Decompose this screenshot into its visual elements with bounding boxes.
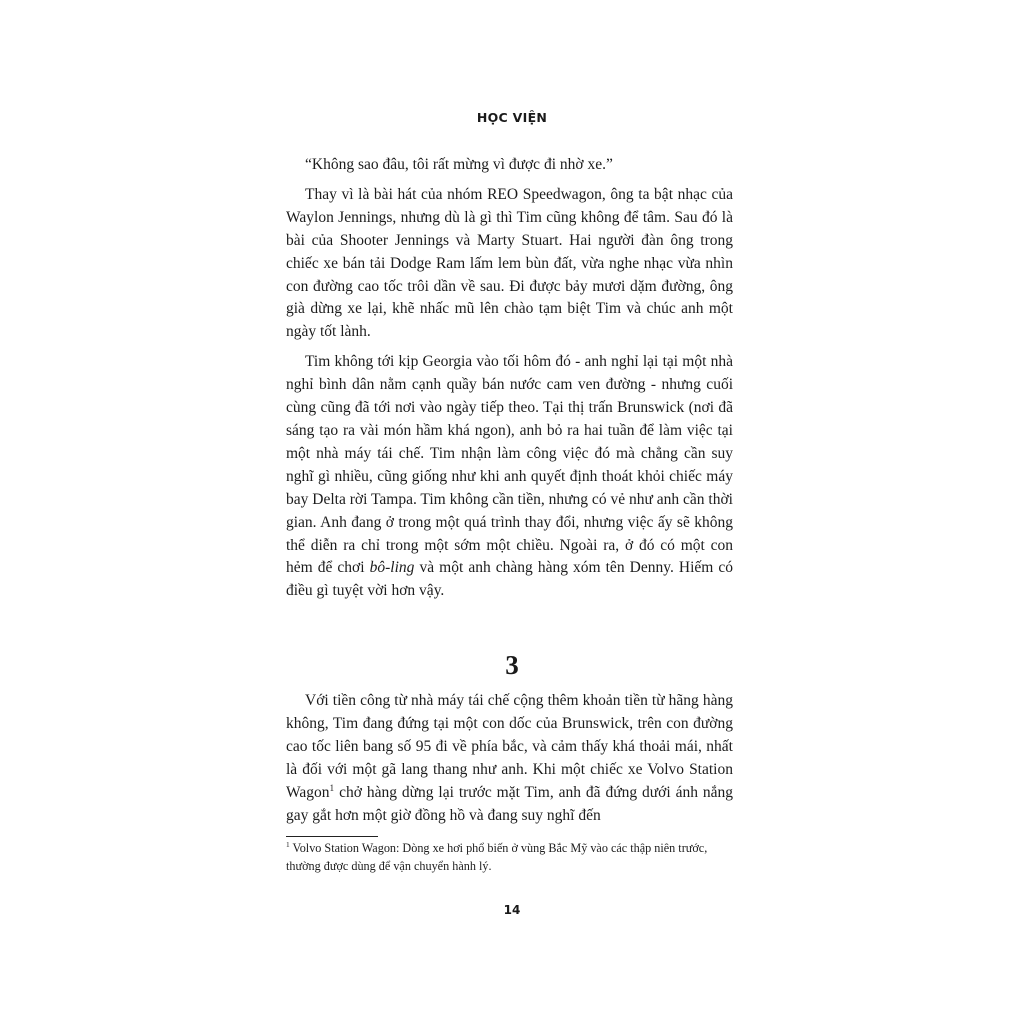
italic-term: bô-ling bbox=[369, 559, 415, 577]
paragraph bbox=[286, 690, 733, 827]
footnote bbox=[286, 840, 736, 875]
page-number: 14 bbox=[503, 903, 521, 917]
footnote-reference: 1 bbox=[329, 783, 335, 794]
footnote-divider bbox=[286, 836, 378, 837]
paragraph bbox=[286, 351, 733, 603]
paragraph-text: Tim không tới kịp Georgia vào tối hôm đó - anh nghỉ lại tại một nhà nghỉ bình dân nằm cạnh quầy bán nước cam ven đường - nhưng cuối cùng cũng đã tới nơi vào ngày tiếp theo. Tại thị trấn Brunswick (nơi đã sáng tạo ra vài món hầm khá ngon), anh bỏ ra hai tuần để làm việc tại một nhà máy tái chế. Tim nhận làm công việc đó mà chẳng cần suy nghĩ gì nhiều, cũng giống như khi anh quyết định thoát khỏi chiếc máy bay Delta rời Tampa. Tim không cần tiền, nhưng có vẻ như anh cần thời gian. Anh đang ở trong một quá trình thay đổi, nhưng việc ấy sẽ không thể diễn ra chỉ trong một sớm một chiều. Ngoài ra, ở đó có một con hẻm để chơi bbox=[286, 353, 733, 577]
paragraph: “Không sao đâu, tôi rất mừng vì được đi nhờ xe.” bbox=[305, 156, 613, 173]
paragraph-text: Với tiền công từ nhà máy tái chế cộng thêm khoản tiền từ hãng hàng không, Tim đang đứng tại một con dốc của Brunswick, trên con đường cao tốc liên bang số 95 đi về phía bắc, và cảm thấy khá thoải mái, nhất là đối với một gã lang thang như anh. Khi một chiếc xe Volvo Station Wagon bbox=[286, 692, 733, 801]
paragraph-text: chở hàng dừng lại trước mặt Tim, anh đã đứng dưới ánh nắng gay gắt hơn một giờ đồng hồ và đang suy nghĩ đến bbox=[286, 783, 733, 824]
paragraph-text: và một anh chàng hàng xóm tên Denny. Hiếm có điều gì tuyệt vời hơn vậy. bbox=[286, 559, 733, 600]
body-text-top bbox=[286, 154, 733, 603]
body-text-bottom bbox=[286, 690, 733, 827]
chapter-number: 3 bbox=[505, 650, 519, 680]
footnote-text: Volvo Station Wagon: Dòng xe hơi phổ biến ở vùng Bắc Mỹ vào các thập niên trước, thường được dùng để vận chuyển hành lý. bbox=[286, 841, 708, 873]
paragraph: Thay vì là bài hát của nhóm REO Speedwagon, ông ta bật nhạc của Waylon Jennings, nhưng dù là gì thì Tim cũng không để tâm. Sau đó là bài của Shooter Jennings và Marty Stuart. Hai người đàn ông trong chiếc xe bán tải Dodge Ram lấm lem bùn đất, vừa nghe nhạc vừa nhìn con đường cao tốc trôi dần về sau. Đi được bảy mươi dặm đường, ông già dừng xe lại, khẽ nhấc mũ lên chào tạm biệt Tim và chúc anh một ngày tốt lành. bbox=[286, 185, 733, 341]
footnote-marker: 1 bbox=[286, 839, 290, 849]
running-title: HỌC VIỆN bbox=[476, 110, 548, 125]
